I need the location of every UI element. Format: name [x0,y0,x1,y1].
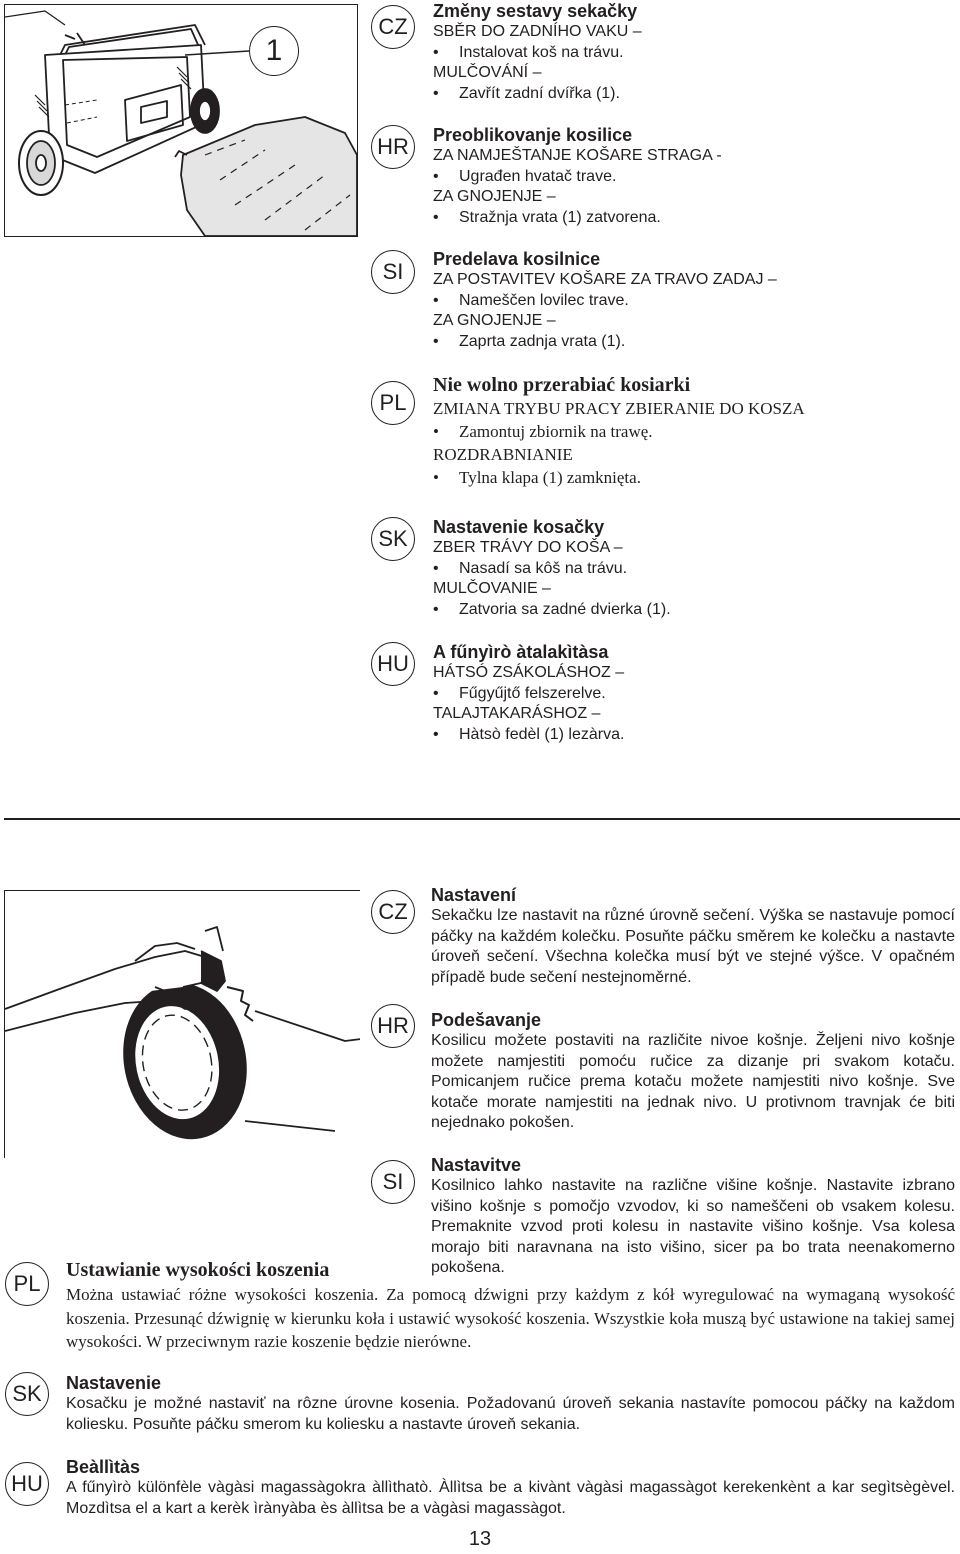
section-si-adjustment [431,1155,955,1279]
mode-line: HÁTSÓ ZSÁKOLÁSHOZ – [433,664,625,681]
lang-badge-hr [371,125,415,169]
mode-line: ZA GNOJENJE – [433,312,556,329]
mode-line: MULČOVANIE – [433,580,551,597]
bullet-item: • Hàtsò fedèl (1) lezàrva. [433,725,953,746]
mode-line: ZBER TRÁVY DO KOŠA – [433,539,623,556]
bullet-item: • Stražnja vrata (1) zatvorena. [433,208,953,229]
lang-code: SK [12,1381,42,1406]
section-body: A fűnyìrò különfèle vàgàsi magassàgokra àllìthatò. Àllìtsa be a kivànt vàgàsi magassàgot kerekenkènt a kar segìtsègèvel. Mozdìtsa el a kart a kerèk ìrànyàba ès àllìtsa be a vàgàsi magassàgot. [66,1479,955,1517]
section-pl-conversion [433,374,953,489]
section-title: Podešavanje [431,1010,542,1030]
section-title: A fűnyìrò àtalakìtàsa [433,642,609,662]
lang-badge-si-adjust [371,1160,415,1204]
section-divider [4,818,960,820]
lang-badge-si [371,250,415,294]
lang-code: PL [13,1271,41,1296]
section-title: Nastavenie kosačky [433,517,605,537]
callout-number: 1 [265,34,283,67]
lang-code: PL [379,390,407,415]
bullet-item: • Zatvoria sa zadné dvierka (1). [433,600,953,621]
lang-badge-sk-adjust [5,1372,49,1416]
section-hr-adjustment [431,1010,955,1134]
bullet-item: • Nameščen lovilec trave. [433,291,953,312]
section-hu-conversion [433,642,953,745]
lang-code: SI [382,1169,404,1194]
section-pl-adjustment-body: Można ustawiać różne wysokości koszenia. Za pomocą dźwigni przy każdym z kół wyregulować na wymaganą wysokość koszenia. Przesunąć dźwignię w kierunku koła i ustawić wysokość koszenia. Wszystkie koła muszą być ustawione na takiej samej wysokości. W przeciwnym razie koszenie będzie nierówne. [66,1285,955,1351]
lang-badge-hu [371,642,415,686]
lang-badge-cz [371,5,415,49]
section-body: Kosilicu možete postaviti na različite nivoe košnje. Željeni nivo košnje možete namjestiti pomoću ručice za dizanje pri svakom kotaču. Pomicanjem ručice prema kotaču možete namjestiti nivo košnje. Sve kotače morate namjestiti na jednak nivo. U protivnom travnjak će biti nejednako pokošen. [431,1032,955,1131]
lang-badge-hu-adjust [5,1462,49,1506]
lang-code: HU [377,651,409,676]
bullet-item: • Zavřít zadní dvířka (1). [433,84,953,105]
bullet-item: • Zamontuj zbiornik na trawę. [433,420,953,443]
mode-line: SBĚR DO ZADNÍHO VAKU – [433,23,642,40]
section-cz-adjustment [431,885,955,988]
section-title: Preoblikovanje kosilice [433,125,633,145]
lang-code: HU [11,1471,43,1496]
mode-line: ZA NAMJEŠTANJE KOŠARE STRAGA - [433,147,722,164]
section-pl-adjustment-title: Ustawianie wysokości koszenia [66,1259,330,1281]
height-adjust-illustration [4,890,360,1158]
lang-badge-hr-adjust [371,1004,415,1048]
mode-line: ZA POSTAVITEV KOŠARE ZA TRAVO ZADAJ – [433,271,777,288]
section-title: Predelava kosilnice [433,249,601,269]
lang-badge-pl [371,381,415,425]
section-title: Beàllìtàs [66,1457,141,1477]
section-hu-adjustment [66,1457,955,1519]
section-title: Nie wolno przerabiać kosiarki [433,374,691,396]
section-hr-conversion [433,125,953,228]
mode-line: TALAJTAKARÁSHOZ – [433,705,601,722]
lang-code: HR [377,134,409,159]
section-body: Sekačku lze nastavit na různé úrovně sečení. Výška se nastavuje pomocí páčky na každém kolečku. Posuňte páčku směrem ke kolečku a nastavte úroveň sečení. Všechna kolečka musí být ve stejné výšce. V opačném případě bude sečení nestejnoměrné. [431,907,955,986]
lang-code: SI [382,259,404,284]
mode-line: ZMIANA TRYBU PRACY ZBIERANIE DO KOSZA [433,399,805,418]
bullet-item: • Tylna klapa (1) zamknięta. [433,466,953,489]
lang-badge-cz-adjust [371,890,415,934]
section-title: Změny sestavy sekačky [433,1,638,21]
section-sk-adjustment [66,1373,955,1435]
section-si-conversion [433,249,953,352]
section-title: Nastavitve [431,1155,522,1175]
page-number: 13 [468,1528,492,1550]
mode-line: ZA GNOJENJE – [433,188,556,205]
lang-code: CZ [378,899,408,924]
bullet-item: • Fűgyűjtő felszerelve. [433,684,953,705]
mower-rear-illustration [4,4,358,237]
mode-line: MULČOVÁNÍ – [433,64,542,81]
bullet-item: • Zaprta zadnja vrata (1). [433,332,953,353]
lang-code: HR [377,1013,409,1038]
lang-badge-sk [371,517,415,561]
section-body: Kosilnico lahko nastavite na različne višine košnje. Nastavite izbrano višino košnje s pomočjo vzvodov, ki so nameščeni ob vsakem kolesu. Premaknite vzvod proti kolesu in nastavite višino košnje. Vsa kolesa morajo biti naravnana na isto višino, sicer pa bo trata neenakomerno pokošena. [431,1177,955,1276]
section-title: Nastavenie [66,1373,162,1393]
bullet-item: • Instalovat koš na trávu. [433,43,953,64]
bullet-item: • Ugrađen hvatač trave. [433,167,953,188]
mode-line: ROZDRABNIANIE [433,445,573,464]
section-cz-conversion [433,1,953,104]
section-sk-conversion [433,517,953,620]
bullet-item: • Nasadí sa kôš na trávu. [433,559,953,580]
lang-code: SK [378,526,408,551]
section-title: Nastavení [431,885,517,905]
wheel-adjust-drawing [5,891,360,1158]
lang-code: CZ [378,14,408,39]
lang-badge-pl-adjust [5,1262,49,1306]
callout-leader-line [5,5,357,236]
section-body: Kosačku je možné nastaviť na rôzne úrovne kosenia. Požadovanú úroveň sekania nastavíte pomocou páčky na každom koliesku. Posuňte páčku smerom ku koliesku a nastavte úroveň sekania. [66,1395,955,1433]
